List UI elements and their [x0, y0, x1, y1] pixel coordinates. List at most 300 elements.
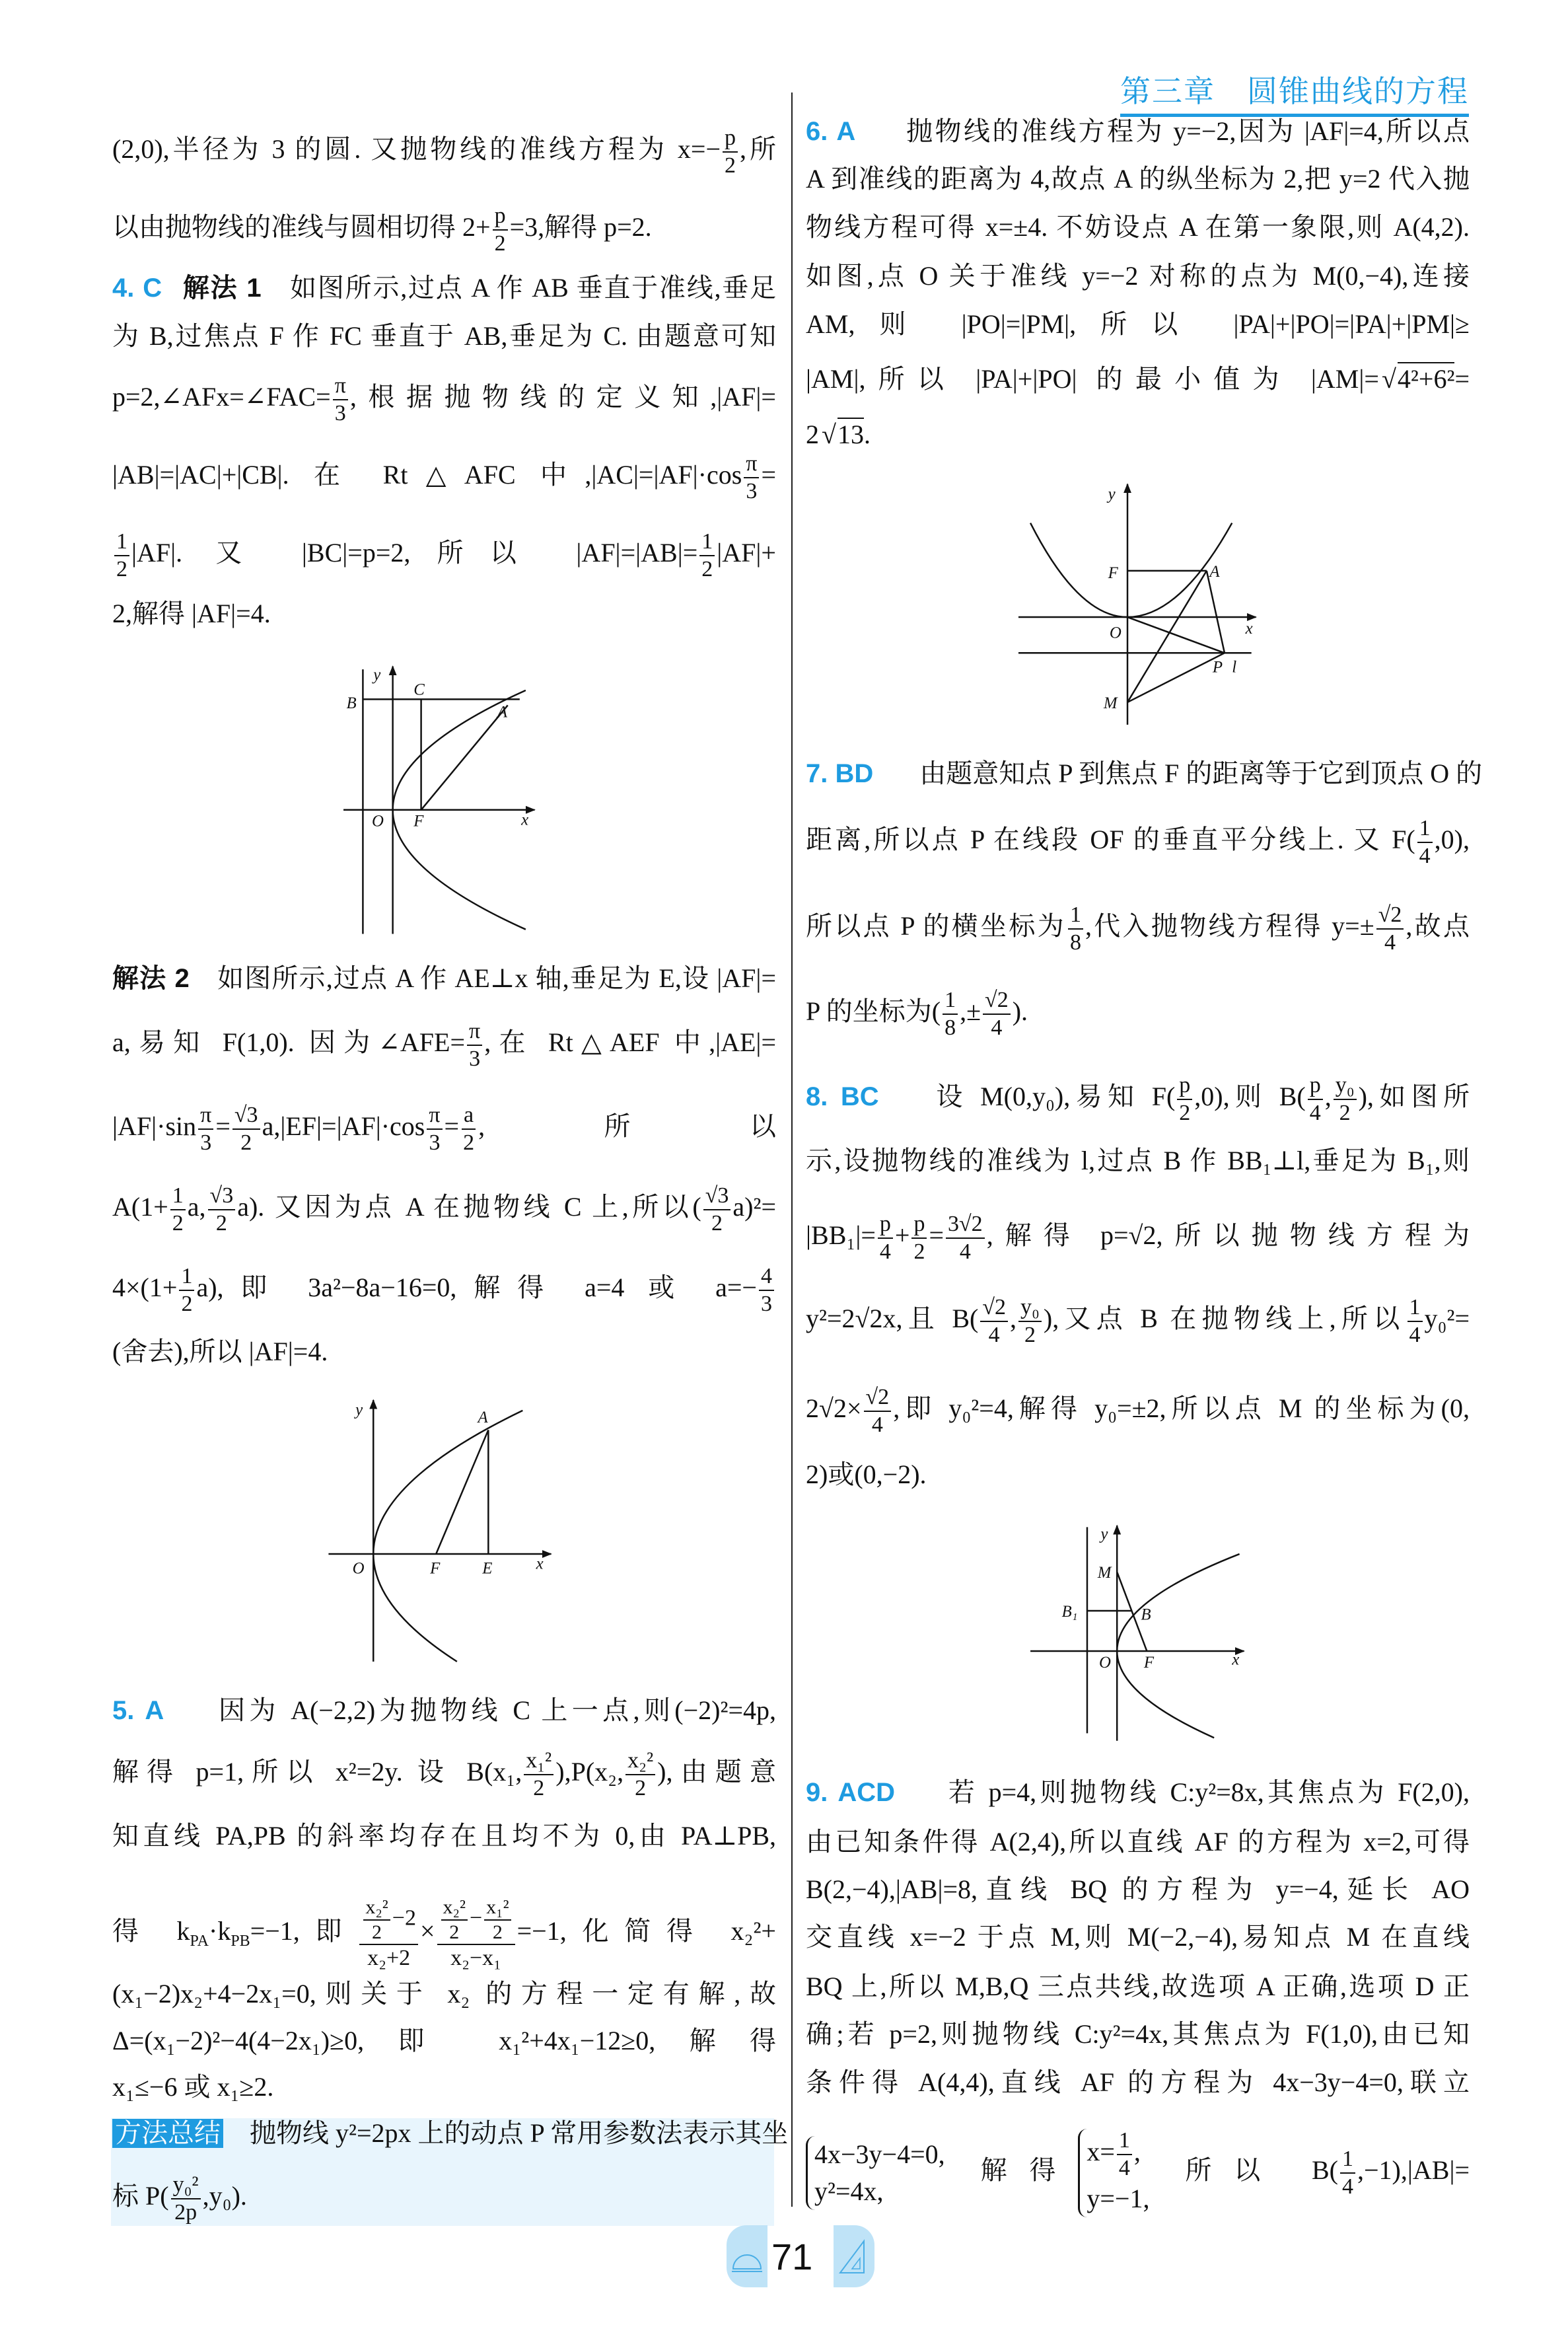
text-run: ,故点 [1406, 911, 1470, 941]
text-line [112, 1181, 776, 1234]
parabola-curve [393, 690, 529, 930]
text-run: =−1,即 [250, 1916, 358, 1946]
text-line [112, 1885, 776, 1977]
label-a: A [497, 703, 508, 721]
text-run: 2 [711, 1210, 723, 1236]
solution-method-label: 解法 1 [182, 274, 262, 303]
text-run: 由已知条件得 A(2,4),所以直线 AF 的方程为 x=2,可得 [806, 1827, 1470, 1857]
denominator [365, 1945, 412, 1970]
text-run: 1 [1118, 2128, 1130, 2153]
numerator [170, 1184, 186, 1210]
text-run: 4 [1384, 930, 1396, 955]
text-run: p [1179, 1073, 1191, 1098]
label-y: y [373, 666, 381, 684]
text-line [806, 250, 1470, 303]
numerator [911, 1212, 927, 1239]
answer-4-line [112, 262, 776, 314]
text-run: 如图,点 O 关于准线 y=−2 对称的点为 M(0,−4),连接 [806, 261, 1470, 291]
fraction [359, 1897, 418, 1970]
text-run: 1 [1409, 1295, 1421, 1320]
text-line [112, 2014, 776, 2067]
numerator [1068, 903, 1083, 930]
numerator [179, 1265, 194, 1291]
text-run: (x₁−2)x₂+4−2x₁=0,则关于 x₂ 的方程一定有解,故 [112, 1979, 776, 2009]
figure-3-parabola [1018, 484, 1256, 725]
label-m: M [1097, 1564, 1112, 1582]
text-line [112, 587, 776, 640]
fraction [1376, 903, 1404, 954]
fraction [744, 452, 759, 503]
fraction [333, 374, 348, 425]
text-run: |AM|,所以 |PA|+|PO| 的最小值为 |AM|= [806, 364, 1379, 394]
text-run: ,在 Rt△AEF 中,|AE|= [484, 1027, 776, 1057]
page-number: 71 [771, 2236, 813, 2277]
text-line [806, 1134, 1470, 1187]
text-run: y²=4x, [814, 2176, 884, 2206]
text-run: × [419, 1916, 435, 1946]
text-run: 3 [334, 400, 346, 425]
fraction [878, 1212, 893, 1263]
equation-row [814, 2173, 945, 2210]
text-run: |AF|·sin [112, 1111, 197, 1141]
numerator [427, 1103, 442, 1130]
segment-ap [1207, 571, 1225, 653]
denominator [333, 400, 348, 425]
denominator [1308, 1100, 1323, 1125]
answer-label: 8. BC [806, 1082, 879, 1111]
sqrt-icon: √ [822, 420, 836, 449]
equation-row [814, 2136, 945, 2173]
text-run: 设 M(0,y₀),易知 F( [898, 1082, 1176, 1111]
text-run: x₂² [627, 1748, 654, 1773]
fraction [1177, 1074, 1192, 1125]
numerator [625, 1749, 655, 1775]
text-run: ),由题意 [657, 1757, 776, 1787]
numerator [1177, 1074, 1192, 1100]
label-a: A [478, 1409, 488, 1427]
fraction [703, 1184, 731, 1235]
column-divider [791, 92, 793, 2207]
fraction [1408, 1296, 1423, 1347]
radicand: 4²+6² [1398, 362, 1455, 394]
numerator [1340, 2147, 1355, 2174]
text-run: 解得 p=1,所以 x²=2y. 设 B [112, 1757, 484, 1787]
label-o: O [371, 812, 384, 830]
text-run: |BB₁|= [806, 1220, 876, 1250]
text-run: 4 [959, 1239, 971, 1264]
numerator [114, 530, 129, 556]
text-run: x= [1087, 2137, 1115, 2166]
numerator [723, 126, 738, 153]
text-run: 2 [172, 1210, 184, 1236]
text-run: = [1454, 364, 1470, 394]
answer-5-line [112, 1684, 776, 1737]
fraction [524, 1749, 553, 1800]
text-run: a). 又因为点 A 在抛物线 C 上,所以( [237, 1192, 701, 1222]
answer-label: 4. C [112, 274, 162, 303]
numerator [1334, 1074, 1357, 1100]
numerator [484, 1897, 511, 1921]
denominator [699, 556, 715, 581]
text-run: 抛物线 y²=2px 上的动点 P 常用参数法表示其坐 [223, 2118, 789, 2148]
text-run: 由题意知点 P 到焦点 F 的距离等于它到顶点 O 的 [893, 758, 1483, 788]
text-run: 2,解得 |AF|=4. [112, 599, 271, 628]
text-line [806, 900, 1470, 953]
numerator [363, 1897, 390, 1921]
text-line [112, 201, 776, 254]
text-run: π [469, 1019, 481, 1044]
answer-6-line [806, 105, 1470, 158]
text-run: = [761, 460, 776, 490]
text-line [806, 2008, 1470, 2061]
solution-method-label: 解法 2 [112, 964, 190, 993]
text-run: 3 [200, 1130, 212, 1155]
text-run: p [725, 126, 736, 151]
segment-mf [1117, 1572, 1147, 1651]
text-run: x₁² [486, 1896, 509, 1919]
text-run: 交直线 x=−2 于点 M,则 M(−2,−4),易知点 M 在直线 [806, 1922, 1470, 1952]
text-run: |AF|. 又 |BC|=p=2,所以 |AF|=|AB|= [131, 538, 698, 568]
label-x: x [1232, 1650, 1240, 1669]
text-run: 示,设抛物线的准线为 l,过点 B 作 BB₁⊥l,垂足为 B₁,则 [806, 1146, 1470, 1175]
text-run: 2)或(0,−2). [806, 1459, 927, 1489]
text-line [806, 1911, 1470, 1964]
denominator [1382, 930, 1398, 955]
text-run: 1 [1069, 903, 1081, 928]
numerator [1417, 817, 1433, 843]
fraction [1018, 1296, 1042, 1347]
fraction [1117, 2129, 1132, 2180]
text-run: 4×(1+ [112, 1273, 178, 1302]
text-run: ,即 y₀²=4,解得 y₀=±2,所以点 M 的坐标为(0, [893, 1393, 1470, 1423]
text-run: a, [187, 1192, 206, 1222]
text-run: ,所以 [478, 1111, 776, 1141]
fraction [1340, 2147, 1355, 2198]
label-o: O [352, 1559, 365, 1578]
text-run: , [1133, 2137, 1141, 2166]
fraction [1068, 903, 1083, 954]
segment-fa [436, 1430, 488, 1554]
text-line [806, 1209, 1470, 1262]
denominator [214, 1210, 229, 1236]
numerator [864, 1385, 892, 1412]
text-run: 8 [944, 1015, 956, 1040]
text-run: √3 [209, 1183, 234, 1208]
text-line [806, 985, 1470, 1038]
equation-row [1087, 2180, 1149, 2217]
label-c: C [413, 681, 425, 699]
text-line [112, 123, 776, 176]
fraction [467, 1019, 482, 1070]
denominator [1408, 1322, 1423, 1347]
label-f: F [413, 812, 424, 830]
text-run: 2 [806, 420, 819, 449]
text-line [112, 449, 776, 501]
text-run: 2 [215, 1210, 227, 1236]
numerator [524, 1749, 553, 1775]
numerator [493, 204, 508, 231]
numerator [744, 452, 759, 478]
text-run: a [464, 1103, 474, 1128]
numerator [333, 374, 348, 400]
denominator [198, 1130, 213, 1155]
denominator [179, 1291, 194, 1316]
segment-op [1127, 617, 1225, 653]
denominator [170, 1210, 186, 1236]
numerator [1376, 903, 1404, 930]
text-run: ,y₀). [202, 2181, 247, 2211]
text-run: 知直线 PA,PB 的斜率均存在且均不为 0,由 PA⊥PB, [112, 1821, 776, 1851]
label-y: y [1100, 1525, 1108, 1543]
text-line [806, 1960, 1470, 2013]
text-run: 2 [1339, 1100, 1351, 1125]
numerator [946, 1212, 985, 1239]
text-line [806, 408, 1470, 461]
fraction [437, 1897, 515, 1970]
text-run: 以由抛物线的准线与圆相切得 2+ [112, 212, 491, 242]
label-y: y [355, 1401, 363, 1419]
text-run: 4 [879, 1239, 891, 1264]
text-run: 如图所示,过点 A 作 AB 垂直于准线,垂足 [261, 273, 777, 303]
denominator [1340, 2174, 1355, 2199]
text-run: π [746, 451, 758, 476]
text-line [112, 1325, 776, 1378]
text-run: x₁² [526, 1748, 552, 1773]
equation-system [806, 2136, 945, 2210]
text-run: 2 [372, 1921, 382, 1943]
numerator [983, 988, 1011, 1015]
text-run: 4 [1341, 2174, 1353, 2199]
fraction [759, 1265, 774, 1315]
text-line [112, 1968, 776, 2020]
text-run: ,± [960, 996, 981, 1026]
text-run: 2p [174, 2199, 197, 2225]
text-run: y=−1, [1087, 2183, 1150, 2213]
text-run: a,易知 F(1,0). 因为∠AFE= [112, 1027, 466, 1057]
segment-mp [1127, 653, 1225, 702]
fraction [864, 1385, 892, 1436]
text-run: x₂−x₁ [450, 1946, 501, 1971]
numerator [1117, 2129, 1132, 2155]
text-line [112, 1261, 776, 1314]
figure-4-parabola [1030, 1525, 1244, 1740]
denominator [461, 1130, 476, 1155]
text-line [112, 1100, 776, 1153]
numerator [1018, 1296, 1042, 1322]
text-run: 2 [635, 1775, 647, 1800]
fraction [943, 988, 958, 1039]
denominator [370, 1921, 384, 1943]
denominator [989, 1015, 1004, 1040]
label-f: F [1108, 564, 1118, 583]
text-line [806, 201, 1470, 254]
text-run: 4 [991, 1015, 1003, 1040]
fraction [179, 1265, 194, 1315]
figure-1-parabola [343, 666, 534, 934]
parabola-curve [1030, 523, 1232, 617]
text-line [112, 1016, 776, 1069]
answer-label: 9. ACD [806, 1778, 896, 1807]
fraction [171, 2173, 201, 2224]
text-run: π [334, 373, 346, 398]
text-run: p [1309, 1073, 1321, 1098]
answer-8-line [806, 1070, 1470, 1123]
subscript: PB [231, 1933, 250, 1950]
text-run: 2 [240, 1130, 252, 1155]
text-run: B(2,−4),|AB|=8,直线 BQ 的方程为 y=−4,延长 AO [806, 1874, 1470, 1904]
fraction [946, 1212, 985, 1263]
text-run: 2 [533, 1775, 545, 1800]
equation-system-line [806, 2124, 1470, 2217]
denominator [878, 1239, 893, 1264]
fraction [625, 1749, 655, 1800]
answer-label: 5. A [112, 1696, 164, 1725]
text-run: y₀² [172, 2172, 199, 2197]
numerator [699, 530, 715, 556]
label-x: x [1245, 619, 1253, 638]
denominator [427, 1130, 442, 1155]
numerator [980, 1296, 1008, 1322]
text-line [806, 1382, 1470, 1435]
summary-line [112, 2107, 789, 2160]
text-line [112, 1810, 776, 1863]
text-run: −2 [392, 1905, 416, 1931]
parabola-curve [1117, 1554, 1239, 1738]
text-run: 2 [116, 556, 127, 581]
text-run: 抛物线的准线方程为 y=−2,因为 |AF|=4,所以点 [875, 116, 1470, 146]
chapter-header: 第三章 圆锥曲线的方程 [1120, 67, 1469, 117]
text-line [806, 153, 1470, 205]
text-run: 4x−3y−4=0, [814, 2139, 945, 2169]
numerator [359, 1897, 418, 1945]
text-run: ,0), [1434, 825, 1470, 854]
text-run: √3 [234, 1103, 258, 1128]
text-run: = [215, 1111, 231, 1141]
text-run: AM,则 |PO|=|PM|,所以 |PA|+|PO|=|PA|+|PM|≥ [806, 309, 1470, 339]
text-run: ,0),则 B( [1194, 1082, 1306, 1111]
denominator [1022, 1322, 1038, 1347]
fraction [484, 1897, 511, 1942]
text-run: 1 [172, 1183, 184, 1208]
numerator [437, 1897, 515, 1945]
text-run: 物线方程可得 x=±4. 不妨设点 A 在第一象限,则 A(4,2). [806, 212, 1470, 242]
method-summary-tag: 方法总结 [112, 2119, 223, 2148]
text-run: 2 [181, 1291, 193, 1316]
text-run: BQ 上,所以 M,B,Q 三点共线,故选项 A 正确,选项 D 正 [806, 1972, 1470, 2001]
denominator [447, 1921, 461, 1943]
denominator [531, 1775, 546, 1800]
text-run: x₂² [365, 1896, 388, 1919]
text-run: 3 [469, 1046, 481, 1071]
text-run: 3 [761, 1291, 772, 1316]
label-x: x [521, 811, 529, 829]
text-run: a)²= [732, 1192, 776, 1222]
text-run: 3 [746, 478, 758, 503]
text-run: 1 [701, 529, 713, 554]
text-run: 4 [1309, 1100, 1321, 1125]
text-run: 距离,所以点 P 在线段 OF 的垂直平分线上. 又 F( [806, 825, 1415, 854]
text-run: =−1,化简得 x₂²+ [517, 1916, 776, 1946]
label-y: y [1108, 485, 1116, 503]
text-run: 确;若 p=2,则抛物线 C:y²=4x,其焦点为 F(1,0),由已知 [806, 2019, 1470, 2049]
text-run: 2√2× [806, 1393, 862, 1423]
numerator [208, 1184, 236, 1210]
text-run: 因为 A(−2,2)为抛物线 C 上一点,则(−2)²=4p, [184, 1695, 777, 1725]
denominator [1177, 1100, 1192, 1125]
text-run: 4 [761, 1264, 772, 1289]
text-line [806, 813, 1470, 866]
sqrt-icon: √ [1381, 364, 1396, 394]
segment-am [1127, 571, 1207, 702]
text-line [112, 371, 776, 424]
denominator [633, 1775, 648, 1800]
text-line [806, 1448, 1470, 1501]
text-line [112, 1746, 776, 1798]
denominator [958, 1239, 973, 1264]
numerator [759, 1265, 774, 1291]
label-o: O [1099, 1653, 1112, 1672]
text-line [806, 298, 1470, 351]
text-run: 3 [429, 1130, 441, 1155]
text-run: √2 [865, 1385, 890, 1410]
text-run: 2 [725, 153, 736, 178]
text-run: 4 [1409, 1322, 1421, 1347]
text-run: 2 [449, 1921, 460, 1943]
answer-9-line [806, 1766, 1470, 1819]
text-run: 2 [492, 1921, 503, 1943]
text-run: ),P(x₂, [555, 1757, 624, 1787]
fraction [983, 988, 1011, 1039]
text-run: ),如图所 [1358, 1082, 1470, 1111]
text-run: π [429, 1103, 441, 1128]
text-line [112, 2061, 776, 2114]
text-run: 所以点 P 的横坐标为 [806, 911, 1066, 941]
label-p: P [1212, 658, 1223, 677]
text-run: 1 [1419, 816, 1431, 841]
fraction [198, 1103, 213, 1154]
denominator [238, 1130, 254, 1155]
equation-row [1087, 2129, 1149, 2180]
text-run: √2 [1378, 903, 1402, 928]
denominator [493, 231, 508, 256]
answer-7-line [806, 747, 1483, 800]
text-run: x₂² [443, 1896, 466, 1919]
text-run: 若 p=4,则抛物线 C:y²=8x,其焦点为 F(2,0), [915, 1777, 1470, 1807]
text-run: 4 [871, 1412, 883, 1437]
text-run: y₀ [1020, 1295, 1040, 1320]
text-run: 为 B,过焦点 F 作 FC 垂直于 AB,垂足为 C. 由题意可知 [112, 321, 776, 351]
text-run: , [1010, 1304, 1017, 1333]
numerator [462, 1103, 476, 1130]
text-line [806, 1863, 1470, 1916]
text-run: A(1+ [112, 1192, 168, 1222]
text-line [806, 353, 1470, 406]
text-run: π [200, 1103, 212, 1128]
answer-label: 7. BD [806, 759, 874, 788]
text-run: 3√2 [948, 1212, 983, 1237]
figure-2-parabola [328, 1400, 551, 1662]
fraction [1417, 817, 1433, 867]
text-run: − [469, 1905, 483, 1931]
text-run: (2,0),半径为 3 的圆. 又抛物线的准线方程为 x=− [112, 134, 721, 164]
text-run: 1 [944, 988, 956, 1013]
text-run: √2 [982, 1295, 1007, 1320]
denominator [759, 1291, 774, 1316]
parabola-curve [373, 1411, 522, 1662]
text-run: p=2,∠AFx=∠FAC= [112, 382, 331, 412]
text-line [112, 527, 776, 579]
numerator [1308, 1074, 1323, 1100]
